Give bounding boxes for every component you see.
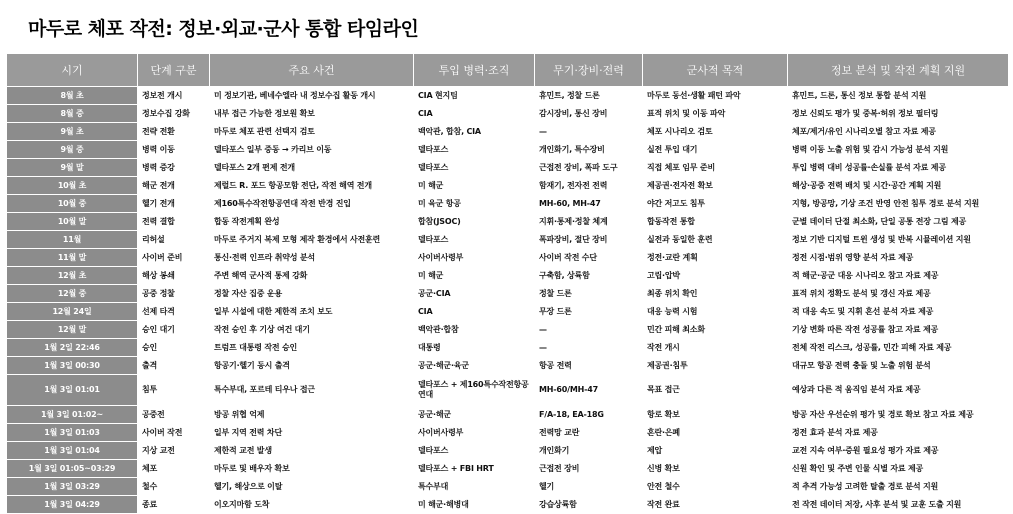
cell-time: 11월 말 bbox=[7, 249, 138, 267]
cell-objective: 작전 완료 bbox=[643, 496, 788, 514]
cell-time: 9월 초 bbox=[7, 123, 138, 141]
col-header-time: 시기 bbox=[7, 54, 138, 87]
cell-event: 정찰 자산 집중 운용 bbox=[210, 285, 414, 303]
cell-intel-support: 방공 자산 우선순위 평가 및 경로 확보 참고 자료 제공 bbox=[788, 406, 1009, 424]
table-row bbox=[7, 123, 1009, 141]
cell-time: 9월 중 bbox=[7, 141, 138, 159]
cell-objective: 실전과 동일한 훈련 bbox=[643, 231, 788, 249]
cell-intel-support: 적 해군·공군 대응 시나리오 참고 자료 제공 bbox=[788, 267, 1009, 285]
cell-objective: 제공권·전자전 확보 bbox=[643, 177, 788, 195]
cell-forces: 공군·해군 bbox=[414, 406, 535, 424]
cell-time: 10월 초 bbox=[7, 177, 138, 195]
cell-phase: 승인 bbox=[138, 339, 210, 357]
cell-equipment: 헬기 bbox=[535, 478, 643, 496]
cell-objective: 정전·교란 계획 bbox=[643, 249, 788, 267]
table-row bbox=[7, 478, 1009, 496]
cell-forces: 델타포스 bbox=[414, 141, 535, 159]
cell-intel-support: 병력 이동 노출 위험 및 감시 가능성 분석 지원 bbox=[788, 141, 1009, 159]
cell-phase: 전략 전환 bbox=[138, 123, 210, 141]
cell-phase: 해군 전개 bbox=[138, 177, 210, 195]
cell-objective: 항로 확보 bbox=[643, 406, 788, 424]
cell-forces: 델타포스 + FBI HRT bbox=[414, 460, 535, 478]
cell-event: 마두로 주거지 복제 모형 제작 환경에서 사전훈련 bbox=[210, 231, 414, 249]
cell-equipment: 지휘·통제·정찰 체계 bbox=[535, 213, 643, 231]
cell-equipment: F/A-18, EA-18G bbox=[535, 406, 643, 424]
table-row bbox=[7, 141, 1009, 159]
cell-equipment: MH-60/MH-47 bbox=[535, 375, 643, 406]
cell-forces: 미 해군 bbox=[414, 177, 535, 195]
cell-phase: 전력 결합 bbox=[138, 213, 210, 231]
cell-event: 미 정보기관, 베네수엘라 내 정보수집 활동 개시 bbox=[210, 87, 414, 105]
cell-time: 9월 말 bbox=[7, 159, 138, 177]
table-row bbox=[7, 195, 1009, 213]
cell-forces: 백악관, 합참, CIA bbox=[414, 123, 535, 141]
cell-event: 마두로 및 배우자 확보 bbox=[210, 460, 414, 478]
cell-forces: 미 육군 항공 bbox=[414, 195, 535, 213]
cell-phase: 병력 증강 bbox=[138, 159, 210, 177]
page-title: 마두로 체포 작전: 정보·외교·군사 통합 타임라인 bbox=[28, 18, 419, 40]
cell-objective: 혼란·은폐 bbox=[643, 424, 788, 442]
cell-intel-support: 정보 기반 디지털 트윈 생성 및 반복 시뮬레이션 지원 bbox=[788, 231, 1009, 249]
cell-forces: 델타포스 + 제160특수작전항공연대 bbox=[414, 375, 535, 406]
table-row bbox=[7, 105, 1009, 123]
cell-equipment: 함재기, 전자전 전력 bbox=[535, 177, 643, 195]
cell-time: 1월 3일 04:29 bbox=[7, 496, 138, 514]
cell-intel-support: 교전 지속 여부·증원 필요성 평가 자료 제공 bbox=[788, 442, 1009, 460]
cell-equipment: 휴민트, 정찰 드론 bbox=[535, 87, 643, 105]
cell-intel-support: 예상과 다른 적 움직임 분석 자료 제공 bbox=[788, 375, 1009, 406]
cell-objective: 마두로 동선·생활 패턴 파악 bbox=[643, 87, 788, 105]
table-row bbox=[7, 375, 1009, 406]
cell-objective: 직접 체포 임무 준비 bbox=[643, 159, 788, 177]
cell-time: 10월 중 bbox=[7, 195, 138, 213]
table-row bbox=[7, 87, 1009, 105]
cell-phase: 철수 bbox=[138, 478, 210, 496]
table-row bbox=[7, 460, 1009, 478]
cell-equipment: — bbox=[535, 339, 643, 357]
cell-event: 델타포스 일부 중동 → 카리브 이동 bbox=[210, 141, 414, 159]
cell-objective: 야간 저고도 침투 bbox=[643, 195, 788, 213]
col-header-event: 주요 사건 bbox=[210, 54, 414, 87]
table-row bbox=[7, 267, 1009, 285]
cell-time: 1월 2일 22:46 bbox=[7, 339, 138, 357]
cell-event: 항공기·헬기 동시 출격 bbox=[210, 357, 414, 375]
cell-event: 마두로 체포 관련 선택지 검토 bbox=[210, 123, 414, 141]
cell-objective: 실전 투입 대기 bbox=[643, 141, 788, 159]
table-row bbox=[7, 406, 1009, 424]
col-header-phase: 단계 구분 bbox=[138, 54, 210, 87]
cell-intel-support: 신원 확인 및 주변 인물 식별 자료 제공 bbox=[788, 460, 1009, 478]
cell-objective: 고립·압박 bbox=[643, 267, 788, 285]
cell-phase: 공중 정찰 bbox=[138, 285, 210, 303]
cell-phase: 지상 교전 bbox=[138, 442, 210, 460]
cell-time: 12월 중 bbox=[7, 285, 138, 303]
cell-time: 1월 3일 00:30 bbox=[7, 357, 138, 375]
cell-equipment: — bbox=[535, 321, 643, 339]
cell-intel-support: 휴민트, 드론, 통신 정보 통합 분석 지원 bbox=[788, 87, 1009, 105]
cell-phase: 병력 이동 bbox=[138, 141, 210, 159]
cell-phase: 사이버 작전 bbox=[138, 424, 210, 442]
col-header-objective: 군사적 목적 bbox=[643, 54, 788, 87]
cell-event: 제한적 교전 발생 bbox=[210, 442, 414, 460]
cell-phase: 침투 bbox=[138, 375, 210, 406]
cell-objective: 안전 철수 bbox=[643, 478, 788, 496]
cell-phase: 선제 타격 bbox=[138, 303, 210, 321]
cell-event: 제160특수작전항공연대 작전 반경 진입 bbox=[210, 195, 414, 213]
cell-objective: 체포 시나리오 검토 bbox=[643, 123, 788, 141]
table-row bbox=[7, 231, 1009, 249]
cell-forces: 사이버사령부 bbox=[414, 249, 535, 267]
cell-equipment: 전력망 교란 bbox=[535, 424, 643, 442]
cell-intel-support: 대규모 항공 전력 충돌 및 노출 위험 분석 bbox=[788, 357, 1009, 375]
cell-forces: 대통령 bbox=[414, 339, 535, 357]
cell-phase: 해상 봉쇄 bbox=[138, 267, 210, 285]
cell-time: 12월 초 bbox=[7, 267, 138, 285]
cell-forces: 사이버사령부 bbox=[414, 424, 535, 442]
cell-event: 델타포스 2개 편제 전개 bbox=[210, 159, 414, 177]
cell-forces: 델타포스 bbox=[414, 442, 535, 460]
cell-equipment: 정찰 드론 bbox=[535, 285, 643, 303]
cell-time: 1월 3일 01:04 bbox=[7, 442, 138, 460]
cell-forces: 델타포스 bbox=[414, 231, 535, 249]
cell-forces: 미 해군·해병대 bbox=[414, 496, 535, 514]
table-row bbox=[7, 321, 1009, 339]
cell-forces: 미 해군 bbox=[414, 267, 535, 285]
table-row bbox=[7, 249, 1009, 267]
cell-event: 트럼프 대통령 작전 승인 bbox=[210, 339, 414, 357]
cell-event: 주변 해역 군사적 통제 강화 bbox=[210, 267, 414, 285]
cell-equipment: 무장 드론 bbox=[535, 303, 643, 321]
cell-intel-support: 해상·공중 전력 배치 및 시간·공간 계획 지원 bbox=[788, 177, 1009, 195]
table-row bbox=[7, 285, 1009, 303]
cell-phase: 승인 대기 bbox=[138, 321, 210, 339]
cell-event: 방공 위협 억제 bbox=[210, 406, 414, 424]
cell-phase: 사이버 준비 bbox=[138, 249, 210, 267]
table-row bbox=[7, 357, 1009, 375]
cell-equipment: 개인화기, 특수장비 bbox=[535, 141, 643, 159]
timeline-table bbox=[6, 53, 1009, 514]
cell-intel-support: 정전 효과 분석 자료 제공 bbox=[788, 424, 1009, 442]
table-row bbox=[7, 159, 1009, 177]
col-header-intel-support: 정보 분석 및 작전 계획 지원 bbox=[788, 54, 1009, 87]
cell-equipment: — bbox=[535, 123, 643, 141]
cell-time: 8월 초 bbox=[7, 87, 138, 105]
cell-equipment: 항공 전력 bbox=[535, 357, 643, 375]
table-row bbox=[7, 339, 1009, 357]
table-row bbox=[7, 177, 1009, 195]
cell-intel-support: 정전 시점·범위 영향 분석 자료 제공 bbox=[788, 249, 1009, 267]
cell-phase: 공중전 bbox=[138, 406, 210, 424]
cell-time: 1월 3일 01:05~03:29 bbox=[7, 460, 138, 478]
cell-objective: 표적 위치 및 이동 파악 bbox=[643, 105, 788, 123]
cell-intel-support: 군별 데이터 단절 최소화, 단일 공통 전장 그림 제공 bbox=[788, 213, 1009, 231]
cell-intel-support: 기상 변화 따른 작전 성공률 참고 자료 제공 bbox=[788, 321, 1009, 339]
cell-forces: 공군·해군·육군 bbox=[414, 357, 535, 375]
cell-event: 제럴드 R. 포드 항공모함 전단, 작전 해역 전개 bbox=[210, 177, 414, 195]
cell-equipment: 강습상륙함 bbox=[535, 496, 643, 514]
cell-objective: 제공권·침투 bbox=[643, 357, 788, 375]
cell-event: 특수부대, 포르테 티우나 접근 bbox=[210, 375, 414, 406]
cell-intel-support: 전 작전 데이터 저장, 사후 분석 및 교훈 도출 지원 bbox=[788, 496, 1009, 514]
table-row bbox=[7, 424, 1009, 442]
cell-time: 1월 3일 01:03 bbox=[7, 424, 138, 442]
cell-objective: 신병 확보 bbox=[643, 460, 788, 478]
cell-phase: 체포 bbox=[138, 460, 210, 478]
cell-equipment: 근접전 장비 bbox=[535, 460, 643, 478]
cell-event: 합동 작전계획 완성 bbox=[210, 213, 414, 231]
cell-equipment: MH-60, MH-47 bbox=[535, 195, 643, 213]
cell-event: 일부 지역 전력 차단 bbox=[210, 424, 414, 442]
cell-time: 12월 24일 bbox=[7, 303, 138, 321]
cell-equipment: 개인화기 bbox=[535, 442, 643, 460]
cell-phase: 종료 bbox=[138, 496, 210, 514]
col-header-forces: 투입 병력·조직 bbox=[414, 54, 535, 87]
cell-event: 통신·전력 인프라 취약성 분석 bbox=[210, 249, 414, 267]
cell-forces: 백악관·합참 bbox=[414, 321, 535, 339]
cell-forces: 특수부대 bbox=[414, 478, 535, 496]
cell-time: 1월 3일 03:29 bbox=[7, 478, 138, 496]
cell-intel-support: 정보 신뢰도 평가 및 중복·허위 정보 필터링 bbox=[788, 105, 1009, 123]
cell-equipment: 구축함, 상륙함 bbox=[535, 267, 643, 285]
cell-equipment: 사이버 작전 수단 bbox=[535, 249, 643, 267]
cell-intel-support: 투입 병력 대비 성공률·손실률 분석 자료 제공 bbox=[788, 159, 1009, 177]
cell-forces: 공군·CIA bbox=[414, 285, 535, 303]
cell-event: 이오지마함 도착 bbox=[210, 496, 414, 514]
cell-objective: 합동작전 통합 bbox=[643, 213, 788, 231]
cell-intel-support: 표적 위치 정확도 분석 및 갱신 자료 제공 bbox=[788, 285, 1009, 303]
cell-objective: 작전 개시 bbox=[643, 339, 788, 357]
cell-time: 1월 3일 01:01 bbox=[7, 375, 138, 406]
cell-phase: 출격 bbox=[138, 357, 210, 375]
cell-time: 1월 3일 01:02~ bbox=[7, 406, 138, 424]
cell-objective: 민간 피해 최소화 bbox=[643, 321, 788, 339]
cell-event: 작전 승인 후 기상 여건 대기 bbox=[210, 321, 414, 339]
cell-time: 11월 bbox=[7, 231, 138, 249]
table-row bbox=[7, 442, 1009, 460]
cell-intel-support: 적 대응 속도 및 지휘 혼선 분석 자료 제공 bbox=[788, 303, 1009, 321]
cell-phase: 헬기 전개 bbox=[138, 195, 210, 213]
cell-objective: 최종 위치 확인 bbox=[643, 285, 788, 303]
cell-phase: 정보전 개시 bbox=[138, 87, 210, 105]
cell-equipment: 폭파장비, 절단 장비 bbox=[535, 231, 643, 249]
cell-forces: CIA 현지팀 bbox=[414, 87, 535, 105]
cell-intel-support: 체포/제거/유인 시나리오별 참고 자료 제공 bbox=[788, 123, 1009, 141]
cell-equipment: 감시장비, 통신 장비 bbox=[535, 105, 643, 123]
table-row bbox=[7, 303, 1009, 321]
cell-time: 12월 말 bbox=[7, 321, 138, 339]
cell-phase: 리허설 bbox=[138, 231, 210, 249]
cell-event: 내부 접근 가능한 정보원 확보 bbox=[210, 105, 414, 123]
cell-event: 헬기, 해상으로 이탈 bbox=[210, 478, 414, 496]
cell-phase: 정보수집 강화 bbox=[138, 105, 210, 123]
cell-objective: 대응 능력 시험 bbox=[643, 303, 788, 321]
cell-forces: CIA bbox=[414, 303, 535, 321]
cell-equipment: 근접전 장비, 폭파 도구 bbox=[535, 159, 643, 177]
table-row bbox=[7, 213, 1009, 231]
cell-time: 10월 말 bbox=[7, 213, 138, 231]
col-header-equipment: 무기·장비·전력 bbox=[535, 54, 643, 87]
cell-objective: 제압 bbox=[643, 442, 788, 460]
cell-intel-support: 적 추격 가능성 고려한 탈출 경로 분석 지원 bbox=[788, 478, 1009, 496]
cell-objective: 목표 접근 bbox=[643, 375, 788, 406]
cell-time: 8월 중 bbox=[7, 105, 138, 123]
table-header-row bbox=[7, 54, 1009, 87]
cell-intel-support: 전체 작전 리스크, 성공률, 민간 피해 자료 제공 bbox=[788, 339, 1009, 357]
cell-forces: 합참(JSOC) bbox=[414, 213, 535, 231]
cell-forces: 델타포스 bbox=[414, 159, 535, 177]
cell-intel-support: 지형, 방공망, 기상 조건 반영 안전 침투 경로 분석 지원 bbox=[788, 195, 1009, 213]
cell-forces: CIA bbox=[414, 105, 535, 123]
cell-event: 일부 시설에 대한 제한적 조치 보도 bbox=[210, 303, 414, 321]
